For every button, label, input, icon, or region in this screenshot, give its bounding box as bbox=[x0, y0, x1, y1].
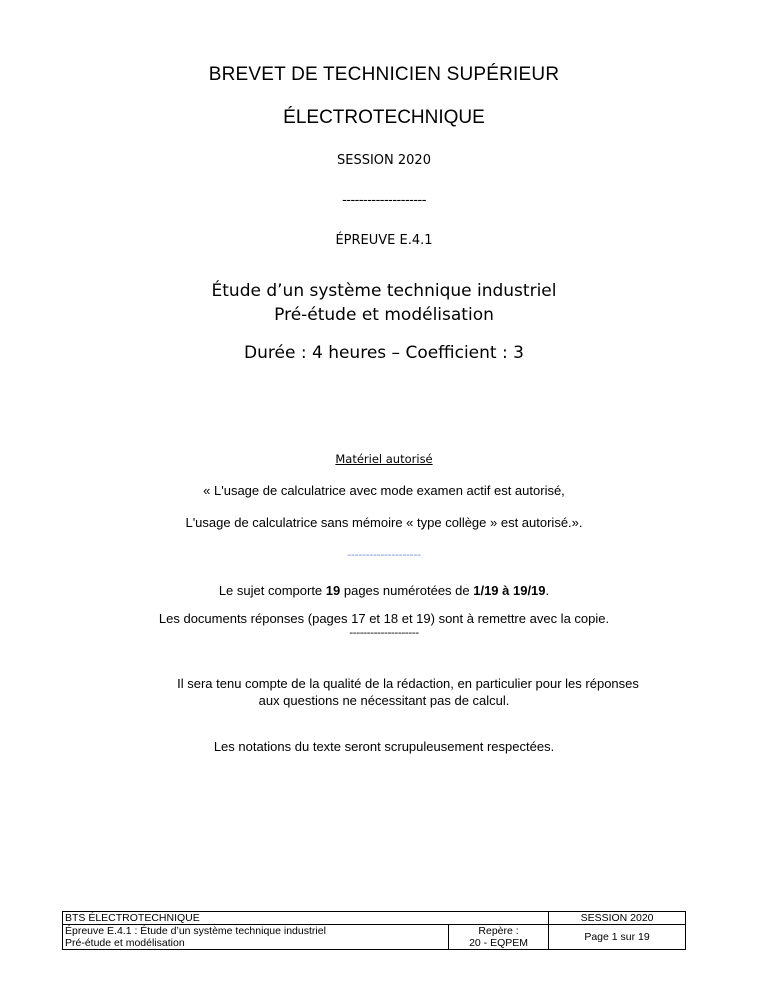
speciality-title: ÉLECTROTECHNIQUE bbox=[283, 107, 485, 128]
footer-epreuve bbox=[63, 925, 449, 950]
duration-coefficient: Durée : 4 heures – Coefficient : 3 bbox=[244, 343, 524, 363]
calculator-rule-2: L'usage de calculatrice sans mémoire « type collège » est autorisé.». bbox=[185, 515, 583, 530]
footer-exam: BTS ÉLECTROTECHNIQUE bbox=[63, 912, 549, 925]
quality-note-line2: aux questions ne nécessitant pas de calcul. bbox=[258, 693, 510, 708]
page-count-text: pages numérotées de bbox=[340, 583, 474, 598]
subject-subtitle: Pré-étude et modélisation bbox=[274, 305, 494, 325]
footer-session: SESSION 2020 bbox=[549, 912, 686, 925]
diploma-title: BREVET DE TECHNICIEN SUPÉRIEUR bbox=[208, 64, 560, 85]
page-count-number: 19 bbox=[325, 583, 341, 598]
footer-repere-label: Repère : bbox=[478, 925, 519, 937]
footer-epreuve-line2: Pré-étude et modélisation bbox=[65, 937, 185, 949]
separator: -------------------- bbox=[342, 193, 426, 208]
footer-epreuve-line1: Épreuve E.4.1 : Étude d’un système technique industriel bbox=[65, 925, 326, 937]
material-heading: Matériel autorisé bbox=[335, 452, 433, 466]
page-count-statement bbox=[0, 583, 768, 598]
footer-row bbox=[63, 912, 686, 925]
footer-repere-code: 20 - EQPEM bbox=[469, 937, 529, 949]
subject-title: Étude d’un système technique industriel bbox=[211, 281, 557, 301]
calculator-rule-1: « L'usage de calculatrice avec mode examen actif est autorisé, bbox=[203, 483, 565, 498]
separator: -------------------- bbox=[349, 626, 419, 639]
page-count-text: . bbox=[545, 583, 550, 598]
footer-repere bbox=[449, 925, 549, 950]
footer-table bbox=[62, 911, 686, 950]
epreuve-label: ÉPREUVE E.4.1 bbox=[335, 233, 433, 248]
answer-documents-note: Les documents réponses (pages 17 et 18 et 19) sont à remettre avec la copie. bbox=[158, 611, 610, 626]
notations-note: Les notations du texte seront scrupuleusement respectées. bbox=[213, 739, 555, 754]
page-range: 1/19 à 19/19 bbox=[473, 583, 546, 598]
page-count-text: Le sujet comporte bbox=[218, 583, 326, 598]
separator: -------------------- bbox=[347, 548, 421, 561]
quality-note-line1: Il sera tenu compte de la qualité de la rédaction, en particulier pour les réponses bbox=[177, 676, 639, 691]
session-label: SESSION 2020 bbox=[337, 153, 431, 168]
footer-page-number: Page 1 sur 19 bbox=[549, 925, 686, 950]
footer-row bbox=[63, 925, 686, 950]
